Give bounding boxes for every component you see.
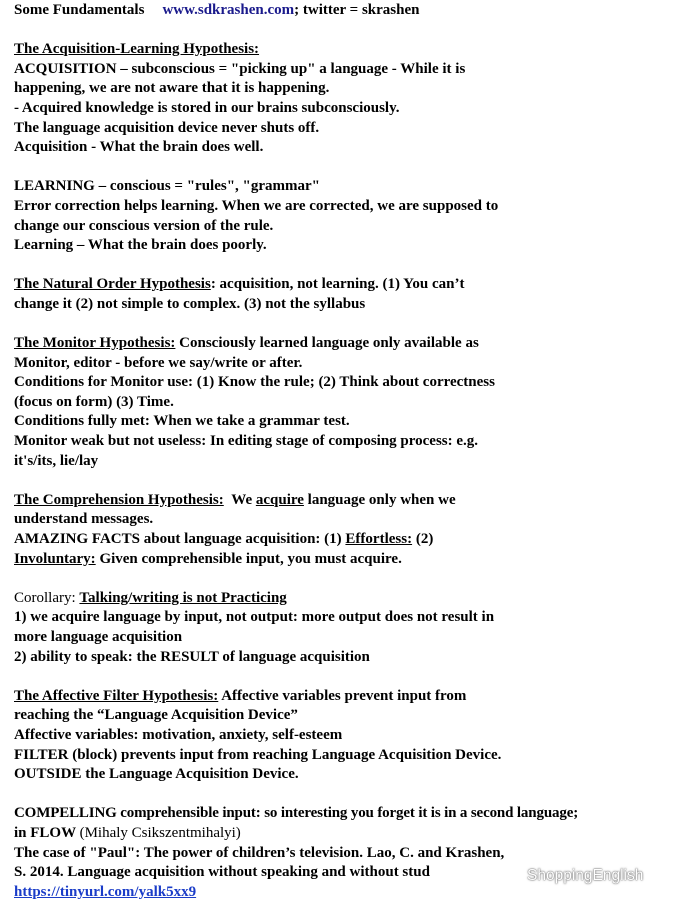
twitter-handle: ; twitter = skrashen <box>294 2 420 18</box>
compelling-line-3: The case of "Paul": The power of children’s television. Lao, C. and Krashen, <box>14 844 505 861</box>
amazing-facts-tail: (2) <box>412 531 434 548</box>
monitor-text: Consciously learned language only available as <box>175 335 479 352</box>
monitor-heading: The Monitor Hypothesis: <box>14 335 176 352</box>
learning-line-3: change our conscious version of the rule. <box>14 217 274 234</box>
watermark-text: ShoppingEnglish <box>527 867 644 884</box>
monitor-line-6: Monitor weak but not useless: In editing stage of composing process: e.g. <box>14 433 479 450</box>
comprehension-acquire: acquire <box>255 491 304 508</box>
monitor-line-3: Conditions for Monitor use: (1) Know the rule; (2) Think about correctness <box>14 374 495 391</box>
tinyurl-link[interactable]: https://tinyurl.com/yalk5xx9 <box>14 883 197 900</box>
involuntary-label: Involuntary: <box>14 550 96 567</box>
comprehension-line-4 <box>14 550 678 570</box>
learning-line-2: Error correction helps learning. When we are corrected, we are supposed to <box>14 197 499 214</box>
monitor-line-4: (focus on form) (3) Time. <box>14 393 174 410</box>
learning-line-1: LEARNING – conscious = "rules", "grammar" <box>14 178 321 195</box>
affective-line-1 <box>14 687 678 707</box>
comprehension-we: We <box>231 491 253 508</box>
corollary-line-3: more language acquisition <box>14 629 183 645</box>
learning-line-4: Learning – What the brain does poorly. <box>14 237 267 254</box>
natural-order-text: : acquisition, not learning. (1) You can’t <box>210 276 465 293</box>
flow-author: (Mihaly Csikszentmihalyi) <box>79 824 241 841</box>
comprehension-line-1 <box>14 491 678 511</box>
document-page <box>14 0 678 902</box>
acquisition-line-4: The language acquisition device never shuts off. <box>14 119 320 136</box>
watermark <box>500 864 643 888</box>
corollary-line-1 <box>14 589 678 609</box>
effortless-label: Effortless: <box>345 531 413 548</box>
acquisition-line-2: happening, we are not aware that it is happening. <box>14 80 330 97</box>
compelling-line-1: COMPELLING comprehensible input: so interesting you forget it is in a second language; <box>14 805 579 822</box>
affective-line-3: Affective variables: motivation, anxiety, self-esteem <box>14 726 343 743</box>
natural-order-line-2: change it (2) not simple to complex. (3) not the syllabus <box>14 295 366 312</box>
natural-order-line-1 <box>14 275 678 295</box>
compelling-line-2 <box>14 824 678 844</box>
affective-line-2: reaching the “Language Acquisition Device” <box>14 707 298 724</box>
wechat-icon <box>500 867 522 885</box>
corollary-line-2: 1) we acquire language by input, not output: more output does not result in <box>14 609 495 626</box>
involuntary-text: Given comprehensible input, you must acquire. <box>95 550 402 567</box>
monitor-line-5: Conditions fully met: When we take a grammar test. <box>14 413 350 430</box>
corollary-label: Corollary: <box>14 589 80 606</box>
acquisition-learning-heading: The Acquisition-Learning Hypothesis: <box>14 41 260 58</box>
comprehension-text: language only when we <box>303 491 456 508</box>
acquisition-line-3: - Acquired knowledge is stored in our brains subconsciously. <box>14 99 400 116</box>
comprehension-line-3 <box>14 530 678 550</box>
doc-title: Some Fundamentals <box>14 2 145 18</box>
acquisition-line-5: Acquisition - What the brain does well. <box>14 139 264 156</box>
affective-heading: The Affective Filter Hypothesis: <box>14 687 219 704</box>
corollary-line-4: 2) ability to speak: the RESULT of language acquisition <box>14 648 370 665</box>
natural-order-heading: The Natural Order Hypothesis <box>14 276 211 293</box>
compelling-line-4: S. 2014. Language acquisition without speaking and without stud <box>14 864 430 881</box>
monitor-line-1 <box>14 334 678 354</box>
header-line <box>14 1 678 21</box>
amazing-facts-text: AMAZING FACTS about language acquisition: (1) <box>14 531 346 548</box>
affective-line-5: OUTSIDE the Language Acquisition Device. <box>14 766 299 783</box>
monitor-line-2: Monitor, editor - before we say/write or after. <box>14 354 303 371</box>
affective-line-4: FILTER (block) prevents input from reaching Language Acquisition Device. <box>14 746 502 763</box>
corollary-heading: Talking/writing is not Practicing <box>79 589 287 606</box>
affective-text: Affective variables prevent input from <box>218 687 467 704</box>
comprehension-line-2: understand messages. <box>14 511 154 528</box>
monitor-line-7: it's/its, lie/lay <box>14 452 99 469</box>
acquisition-line-1: ACQUISITION – subconscious = "picking up" a language - While it is <box>14 60 466 77</box>
website-link[interactable]: www.sdkrashen.com <box>162 2 295 18</box>
comprehension-heading: The Comprehension Hypothesis: <box>14 491 224 508</box>
flow-text: in FLOW <box>14 824 80 841</box>
